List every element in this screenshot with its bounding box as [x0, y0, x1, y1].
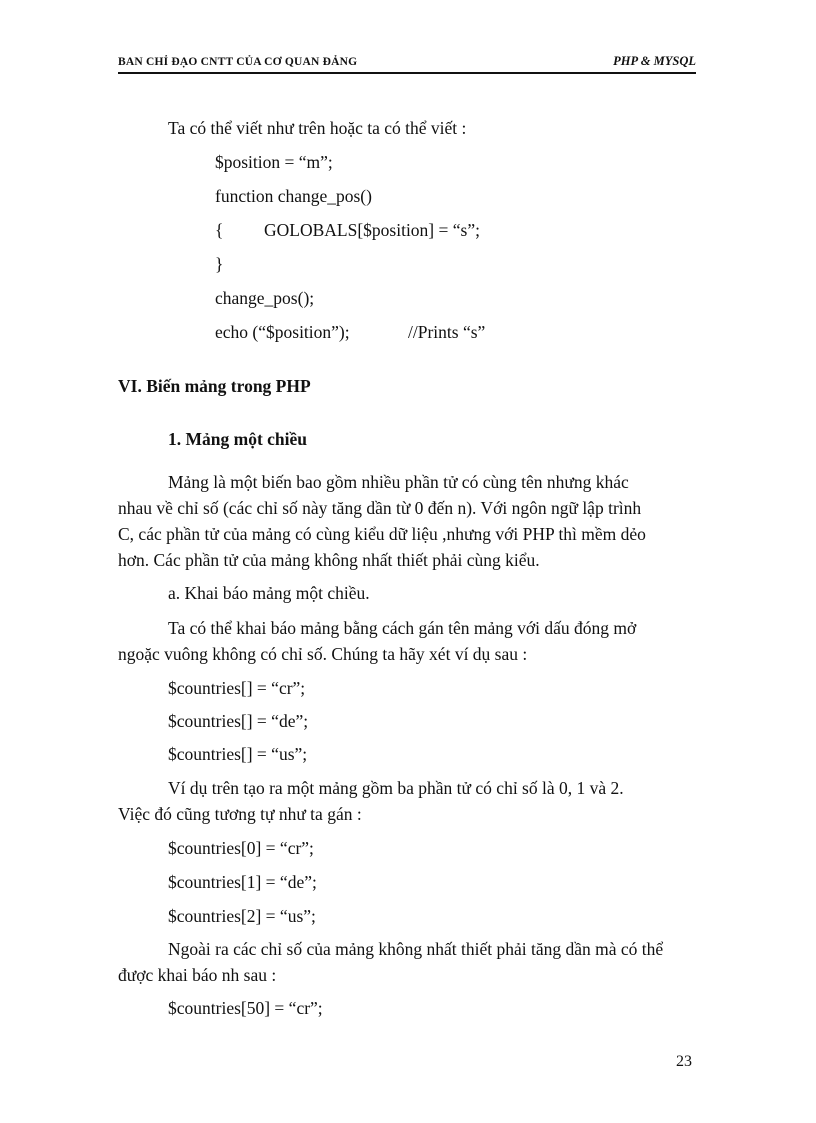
paragraph-line: Ta có thể khai báo mảng bằng cách gán tên mảng với dấu đóng mở	[168, 618, 637, 638]
intro-text: Ta có thể viết như trên hoặc ta có thể viết :	[168, 118, 467, 138]
code-line: change_pos();	[215, 288, 315, 308]
code-line: $countries[50] = “cr”;	[168, 998, 323, 1018]
code-line: $countries[] = “us”;	[168, 744, 308, 764]
code-line: function change_pos()	[215, 186, 372, 206]
code-line	[215, 219, 223, 241]
page-header	[118, 52, 696, 74]
code-line: $countries[0] = “cr”;	[168, 838, 314, 858]
header-right-title: PHP & MYSQL	[613, 54, 696, 68]
paragraph-line: hơn. Các phần tử của mảng không nhất thiết phải cùng kiểu.	[118, 550, 540, 570]
paragraph-line: Ví dụ trên tạo ra một mảng gồm ba phần tử có chỉ số là 0, 1 và 2.	[168, 778, 624, 798]
paragraph-line: nhau về chỉ số (các chỉ số này tăng dần từ 0 đến n). Với ngôn ngữ lập trình	[118, 498, 642, 518]
code-line: $countries[2] = “us”;	[168, 906, 316, 926]
list-item-a: a. Khai báo mảng một chiều.	[168, 583, 370, 603]
paragraph-line: được khai báo nh sau :	[118, 965, 277, 985]
code-line: }	[215, 254, 224, 274]
paragraph-line: Việc đó cũng tương tự như ta gán :	[118, 804, 362, 824]
header-rule	[118, 72, 696, 74]
code-line: $countries[1] = “de”;	[168, 872, 317, 892]
code-line: $countries[] = “de”;	[168, 711, 309, 731]
page-number: 23	[676, 1053, 692, 1070]
subsection-title: 1. Mảng một chiều	[168, 429, 308, 449]
code-line: $countries[] = “cr”;	[168, 678, 306, 698]
code-line: GOLOBALS[$position] = “s”;	[264, 220, 480, 240]
header-left-title: BAN CHỈ ĐẠO CNTT CỦA CƠ QUAN ĐẢNG	[118, 56, 358, 68]
code-line: echo (“$position”);	[215, 322, 350, 342]
section-title: VI. Biến mảng trong PHP	[118, 376, 311, 396]
paragraph-line: Mảng là một biến bao gồm nhiều phần tử có cùng tên nhưng khác	[168, 472, 629, 492]
paragraph-line: Ngoài ra các chỉ số của mảng không nhất thiết phải tăng dần mà có thể	[168, 939, 664, 959]
code-comment: //Prints “s”	[408, 322, 486, 342]
code-line: $position = “m”;	[215, 152, 333, 172]
code-brace: {	[215, 220, 224, 240]
paragraph-line: C, các phần tử của mảng có cùng kiểu dữ liệu ,nhưng với PHP thì mềm dẻo	[118, 524, 646, 544]
paragraph-line: ngoặc vuông không có chỉ số. Chúng ta hãy xét ví dụ sau :	[118, 644, 528, 664]
